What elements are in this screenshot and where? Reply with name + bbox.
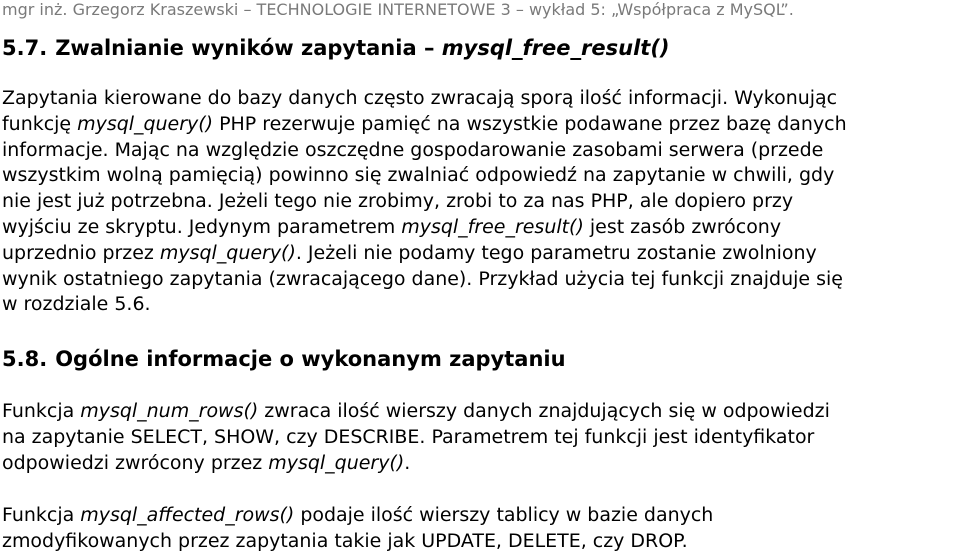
text-span: Funkcja bbox=[2, 400, 81, 422]
code-span: mysql_num_rows() bbox=[80, 400, 259, 422]
text-line: Zapytania kierowane do bazy danych często zwracają sporą ilość informacji. Wykonując bbox=[2, 87, 838, 109]
text-line: na zapytanie SELECT, SHOW, czy DESCRIBE. Parametrem tej funkcji jest identyfikator bbox=[2, 425, 815, 448]
section-number: 5.8. bbox=[2, 347, 48, 371]
text-line bbox=[2, 241, 958, 267]
paragraph-num-rows bbox=[2, 399, 958, 476]
section-heading-5-8 bbox=[2, 346, 566, 372]
text-line: wszystkim wolną pamięcią) powinno się zwalniać odpowiedź na zapytanie w chwili, gdy bbox=[2, 164, 835, 187]
code-span: mysql_free_result() bbox=[401, 215, 584, 238]
text-span: zwraca ilość wierszy danych znajdujących się w odpowiedzi bbox=[258, 400, 830, 422]
code-span: mysql_query() bbox=[268, 451, 405, 474]
text-span: odpowiedzi zwrócony przez bbox=[2, 451, 269, 474]
text-line bbox=[2, 399, 958, 425]
text-line bbox=[2, 215, 958, 241]
text-line: wynik ostatniego zapytania (zwracającego dane). Przykład użycia tej funkcji znajduje się bbox=[2, 267, 843, 290]
text-span: funkcję bbox=[2, 112, 78, 135]
text-line: nie jest już potrzebna. Jeżeli tego nie zrobimy, zrobi to za nas PHP, ale dopiero przy bbox=[2, 190, 794, 213]
code-span: mysql_affected_rows() bbox=[80, 504, 295, 526]
text-line bbox=[2, 503, 958, 529]
text-line: w rozdziale 5.6. bbox=[2, 293, 151, 316]
section-title-text: Zwalnianie wyników zapytania – bbox=[55, 36, 442, 60]
code-span: mysql_query() bbox=[159, 241, 296, 264]
section-title-code: mysql_free_result() bbox=[441, 36, 670, 60]
running-header: mgr inż. Grzegorz Kraszewski – TECHNOLOGIE INTERNETOWE 3 – wykład 5: „Współpraca z MySQL”. bbox=[2, 0, 794, 19]
text-span: . Jeżeli nie podamy tego parametru zostanie zwolniony bbox=[295, 241, 817, 264]
paragraph-free-result bbox=[2, 86, 958, 318]
text-span: podaje ilość wierszy tablicy w bazie danych bbox=[294, 504, 714, 526]
text-span: . bbox=[404, 451, 411, 474]
text-span: wyjściu ze skryptu. Jedynym parametrem bbox=[2, 215, 402, 238]
text-span: jest zasób zwrócony bbox=[583, 215, 782, 238]
text-span: PHP rezerwuje pamięć na wszystkie podawane przez bazę danych bbox=[213, 112, 847, 135]
section-number: 5.7. bbox=[2, 36, 48, 60]
code-span: mysql_query() bbox=[77, 112, 214, 135]
paragraph-affected-rows bbox=[2, 503, 958, 555]
text-span: Funkcja bbox=[2, 504, 81, 526]
text-line: zmodyfikowanych przez zapytania takie jak UPDATE, DELETE, czy DROP. bbox=[2, 529, 688, 552]
text-line bbox=[2, 112, 958, 138]
text-line bbox=[2, 451, 958, 477]
section-heading-5-7 bbox=[2, 35, 670, 61]
text-span: uprzednio przez bbox=[2, 241, 160, 264]
section-title-text: Ogólne informacje o wykonanym zapytaniu bbox=[55, 347, 566, 371]
text-line: informacje. Mając na względzie oszczędne gospodarowanie zasobami serwera (przede bbox=[2, 138, 824, 161]
